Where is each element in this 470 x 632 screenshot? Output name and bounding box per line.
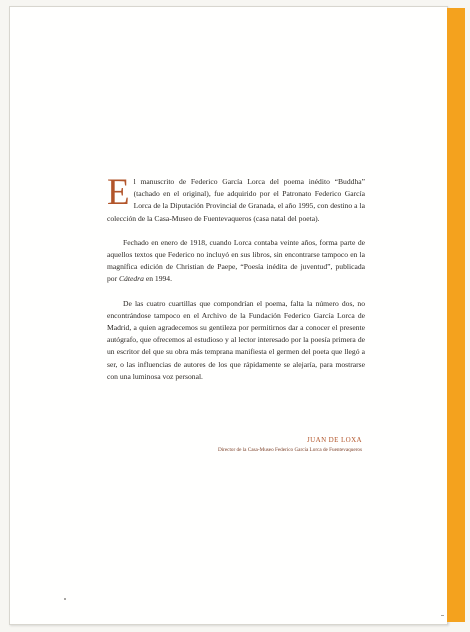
orange-cover-edge — [447, 8, 465, 622]
signature-role: Director de la Casa-Museo Federico García Lorca de Fuentevaqueros — [217, 447, 362, 453]
paragraph-2 — [107, 237, 365, 286]
signature-name: JUAN DE LOXA — [307, 436, 362, 444]
body-text — [107, 172, 365, 395]
paragraph-2-text: Fechado en enero de 1918, cuando Lorca contaba veinte años, forma parte de aquellos textos que Federico no incluyó en sus libros, sin encontrarse tampoco en la magnífica edición de Christian de Paepe, “Poesía inédita de juventud”, publicada por — [107, 237, 365, 284]
paragraph-1 — [107, 172, 365, 225]
drop-cap: E — [107, 172, 130, 213]
signature-block — [190, 436, 362, 453]
paragraph-1-text: l manuscrito de Federico García Lorca del poema inédito “Buddha” (tachado en el original), fue adquirido por el Patronato Federico García Lorca de la Diputación Provincial de Granada, el año 1995, con destino a la colección de la Casa-Museo de Fuentevaqueros (casa natal del poeta). — [107, 177, 365, 223]
scan-dust-mark — [441, 615, 444, 616]
paragraph-2-tail: en 1994. — [143, 274, 172, 284]
paragraph-3-text: De las cuatro cuartillas que compondrían el poema, falta la número dos, no encontrándose tampoco en el Archivo de la Fundación Federico García Lorca de Madrid, a quien agradecemos su gentileza por permitirnos dar a conocer el presente autógrafo, que ofrecemos al estudioso y al lector interesado por la poesía primera de un escritor del que su obra más temprana manifiesta el germen del poeta que llegó a ser, o las influencias de autores de los que rápidamente se alejaría, para mostrarse con una luminosa voz personal. — [107, 298, 365, 381]
paragraph-2-italic: Cátedra — [119, 274, 144, 284]
scan-dust-mark — [64, 598, 66, 600]
paragraph-3 — [107, 298, 365, 383]
